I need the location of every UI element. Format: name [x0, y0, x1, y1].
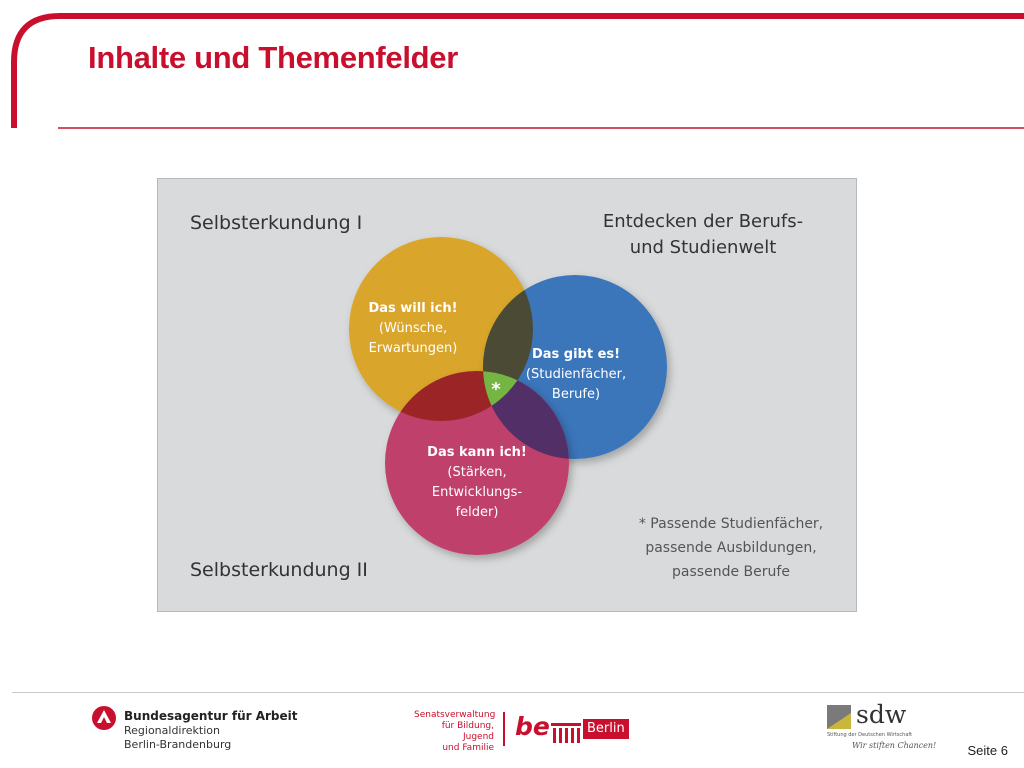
kann-line: felder) — [455, 505, 499, 520]
footnote-line: passende Ausbildungen, — [645, 540, 817, 556]
kann-line: Entwicklungs- — [431, 485, 523, 500]
label-selbsterkundung-1: Selbsterkundung I — [190, 212, 363, 234]
sdw-logo-icon — [827, 705, 851, 729]
gibt-title: Das gibt es! — [531, 347, 621, 362]
senat-divider — [503, 712, 505, 746]
kann-line: (Stärken, — [447, 465, 507, 480]
sdw-subtitle: Stiftung der Deutschen Wirtschaft — [827, 732, 913, 738]
bundesagentur-name: Bundesagentur für Arbeit — [124, 709, 298, 723]
page-title: Inhalte und Themenfelder — [88, 40, 459, 75]
sdw-wordmark: sdw — [856, 700, 907, 729]
senat-text — [414, 710, 494, 754]
intersection-asterisk: * — [491, 379, 501, 400]
be-berlin-logo: be — [515, 712, 550, 741]
bundesagentur-text — [124, 708, 298, 752]
will-line: (Wünsche, — [378, 321, 448, 336]
senat-line: und Familie — [442, 743, 494, 753]
label-berufswelt-line1: Entdecken der Berufs- — [602, 211, 804, 232]
brandenburg-gate-icon — [551, 721, 581, 745]
page-number: Seite 6 — [967, 743, 1008, 758]
will-line: Erwartungen) — [368, 341, 458, 356]
label-berufswelt-line2: und Studienwelt — [629, 237, 777, 258]
footnote-line: * Passende Studienfächer, — [638, 516, 824, 532]
venn-diagram-panel — [157, 178, 857, 612]
bundesagentur-region: Regionaldirektion — [124, 724, 220, 737]
bundesagentur-logo-icon — [92, 706, 116, 730]
label-selbsterkundung-2: Selbsterkundung II — [190, 559, 368, 581]
berlin-badge: Berlin — [583, 719, 629, 739]
gibt-line: (Studienfächer, — [525, 367, 627, 382]
senat-line: für Bildung, Jugend — [441, 721, 494, 742]
senat-line: Senatsverwaltung — [414, 710, 496, 720]
footer-divider — [12, 692, 1024, 693]
bundesagentur-area: Berlin-Brandenburg — [124, 738, 232, 751]
gibt-line: Berufe) — [551, 387, 601, 402]
will-title: Das will ich! — [368, 301, 458, 316]
footnote-line: passende Berufe — [672, 564, 790, 580]
sdw-slogan: Wir stiften Chancen! — [852, 741, 937, 750]
venn-diagram — [158, 179, 856, 611]
kann-title: Das kann ich! — [427, 445, 527, 460]
